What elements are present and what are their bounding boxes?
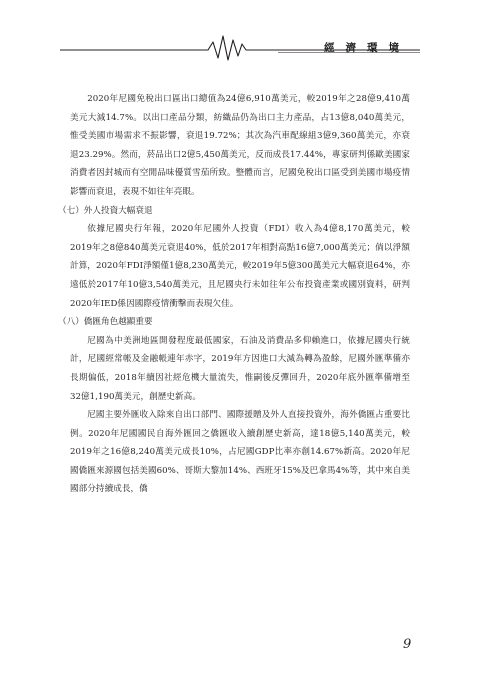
section-heading-remittances: （八）僑匯角色越顯重要 bbox=[58, 317, 153, 328]
page-number: 9 bbox=[403, 637, 412, 652]
paragraph-reserves: 尼國為中美洲地區開發程度最低國家，石油及消費品多仰賴進口，依據尼國央行統計，尼國經常帳及金融帳連年赤字，2019年方因進口大減為轉為盈餘，尼國外匯準備亦長期偏低，2018年續因社經危機大量流失，惟嗣後反彈回升，2020年底外匯準備增至32億1,190萬美元，創歷史新高。 bbox=[70, 335, 410, 402]
paragraph-remittances: 尼國主要外匯收入除來自出口部門、國際援贈及外人直接投資外，海外僑匯占重要比例。2020年尼國國民自海外匯回之僑匯收入續創歷史新高，達18億5,140萬美元，較2019年之16億8,240萬美元成長10%，占尼國GDP比率亦創14.67%新高。2020年尼國僑匯來源國包括美國60%、哥斯大黎加14%、西班牙15%及巴拿馬4%等，其中來自美國部分持續成長，僑 bbox=[70, 410, 410, 495]
paragraph-foreign-investment: 依據尼國央行年報，2020年尼國外人投資（FDI）收入為4億8,170萬美元，較2019年之8億840萬美元衰退40%，低於2017年相對高點16億7,000萬美元；倘以淨額計算，2020年FDI淨額僅1億8,230萬美元，較2019年5億300萬美元大幅衰退64%，亦遠低於2017年10億3,540萬美元，且尼國央行未如往年公布投資產業或國別資料，研判2020年IED係因國際疫情衝擊而表現欠佳。 bbox=[70, 224, 410, 309]
main-content bbox=[58, 90, 410, 499]
page-header bbox=[60, 26, 420, 66]
running-header-title: 經濟環境 bbox=[324, 42, 410, 54]
section-heading-foreign-investment: （七）外人投資大幅衰退 bbox=[58, 205, 153, 216]
paragraph-export-zone: 2020年尼國免稅出口區出口總值為24億6,910萬美元，較2019年之28億9,410萬美元大減14.7%。以出口產品分類，紡織品仍為出口主力產品，占13億8,040萬美元，惟受美國市場需求不振影響，衰退19.72%；其次為汽車配線組3億9,360萬美元，亦衰退23.29%。然而，菸品出口2億5,450萬美元，反而成長17.44%，專家研判係歐美國家消費者因封城而有空閒品味優質雪茄所致。整體而言，尼國免稅出口區受到美國市場疫情影響而衰退，表現不如往年亮眼。 bbox=[70, 94, 410, 197]
